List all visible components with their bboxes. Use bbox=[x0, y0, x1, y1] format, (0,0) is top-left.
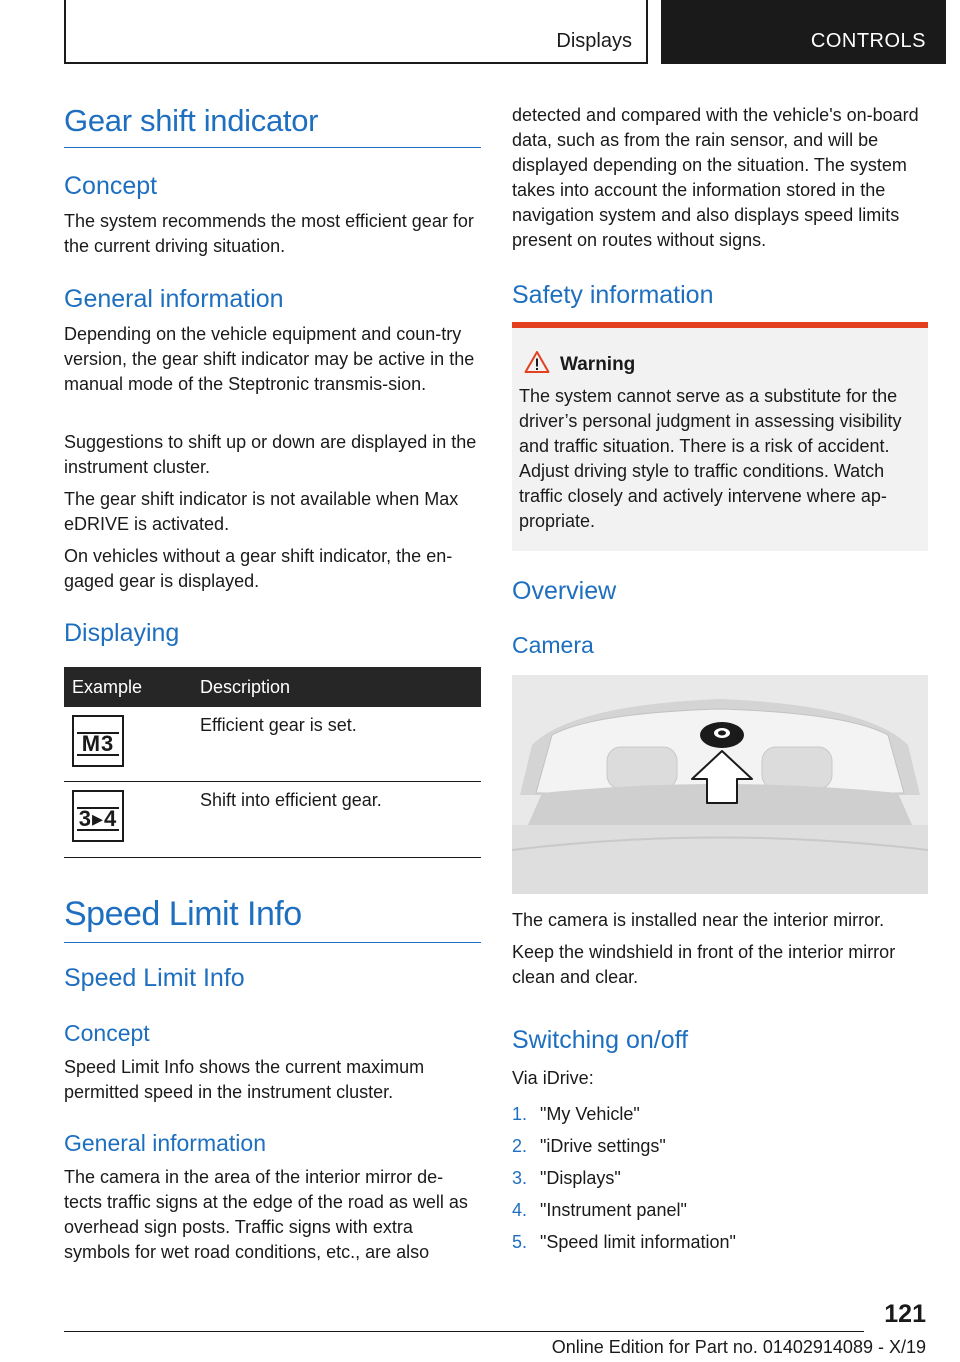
table-cell-description: Shift into efficient gear. bbox=[192, 781, 481, 857]
gear-display-table bbox=[64, 667, 481, 858]
list-item: 1. "My Vehicle" bbox=[512, 1104, 640, 1124]
warning-box bbox=[512, 322, 928, 551]
camera-heading: Camera bbox=[512, 632, 594, 658]
list-item: 4. "Instrument panel" bbox=[512, 1200, 687, 1220]
gear-general-p2: Suggestions to shift up or down are displayed in the instrument cluster. bbox=[64, 432, 477, 477]
table-header-example: Example bbox=[64, 667, 192, 707]
gear-shift-title: Gear shift indicator bbox=[64, 103, 481, 148]
camera-text-1: The camera is installed near the interior mirror. bbox=[512, 910, 885, 930]
list-item: 3. "Displays" bbox=[512, 1168, 621, 1188]
gear-general-p1: Depending on the vehicle equipment and coun-try version, the gear shift indicator may be active in the manual mode of the Steptronic transmis-sion. bbox=[64, 324, 475, 394]
chapter-title: CONTROLS bbox=[810, 30, 926, 52]
page-number: 121 bbox=[884, 1300, 926, 1328]
warning-triangle-icon bbox=[524, 350, 550, 374]
table-header-row bbox=[64, 667, 481, 707]
footer-edition: Online Edition for Part no. 01402914089 - X/19 bbox=[551, 1337, 926, 1357]
speed-limit-subtitle: Speed Limit Info bbox=[64, 964, 245, 992]
speed-concept-text: Speed Limit Info shows the current maximum permitted speed in the instrument cluster. bbox=[64, 1057, 425, 1102]
gear-concept-heading: Concept bbox=[64, 172, 158, 200]
safety-heading: Safety information bbox=[512, 281, 714, 309]
warning-title: Warning bbox=[560, 354, 636, 375]
camera-location-image bbox=[512, 675, 928, 894]
gear-concept-text: The system recommends the most efficient gear for the current driving situation. bbox=[64, 211, 474, 256]
via-idrive-text: Via iDrive: bbox=[512, 1068, 594, 1088]
switching-heading: Switching on/off bbox=[512, 1026, 689, 1054]
camera-text-2: Keep the windshield in front of the interior mirror clean and clear. bbox=[512, 942, 896, 987]
chapter-tab bbox=[661, 0, 946, 64]
speed-general-continued: detected and compared with the vehicle's on-board data, such as from the rain sensor, and will be displayed depending on the situation. The system takes into account the information stored in the navigation system and also displays speed limits present on routes without signs. bbox=[512, 105, 919, 250]
list-item: 2. "iDrive settings" bbox=[512, 1136, 666, 1156]
section-title: Displays bbox=[556, 30, 632, 52]
shift-up-3-4-icon: 3▸4 bbox=[72, 790, 124, 842]
speed-general-text: The camera in the area of the interior mirror de-tects traffic signs at the edge of the road as well as overhead sign posts. Traffic signs with extra symbols for wet road conditions, etc., are also bbox=[64, 1167, 468, 1262]
speed-concept-heading: Concept bbox=[64, 1020, 150, 1046]
idrive-steps-list bbox=[512, 1098, 736, 1258]
gear-m3-icon: M3 bbox=[72, 715, 124, 767]
warning-text: The system cannot serve as a substitute for the driver’s personal judgment in assessing visibility and traffic situation. There is a risk of accident. Adjust driving style to traffic conditions. Watch traffic closely and actively intervene where ap-propriate. bbox=[519, 386, 902, 531]
table-row bbox=[64, 707, 481, 781]
table-cell-description: Efficient gear is set. bbox=[192, 707, 481, 781]
speed-limit-title: Speed Limit Info bbox=[64, 895, 481, 943]
header-section-frame bbox=[64, 0, 648, 64]
list-item: 5. "Speed limit information" bbox=[512, 1232, 736, 1252]
gear-general-p3: The gear shift indicator is not available when Max eDRIVE is activated. bbox=[64, 489, 459, 534]
overview-heading: Overview bbox=[512, 577, 617, 605]
speed-general-heading: General information bbox=[64, 1130, 266, 1156]
table-header-description: Description bbox=[192, 667, 481, 707]
gear-general-heading: General information bbox=[64, 285, 284, 313]
displaying-heading: Displaying bbox=[64, 619, 180, 647]
gear-general-p4: On vehicles without a gear shift indicator, the en-gaged gear is displayed. bbox=[64, 546, 453, 591]
footer-divider bbox=[64, 1331, 864, 1332]
car-interior-illustration bbox=[512, 675, 928, 894]
table-row bbox=[64, 781, 481, 857]
